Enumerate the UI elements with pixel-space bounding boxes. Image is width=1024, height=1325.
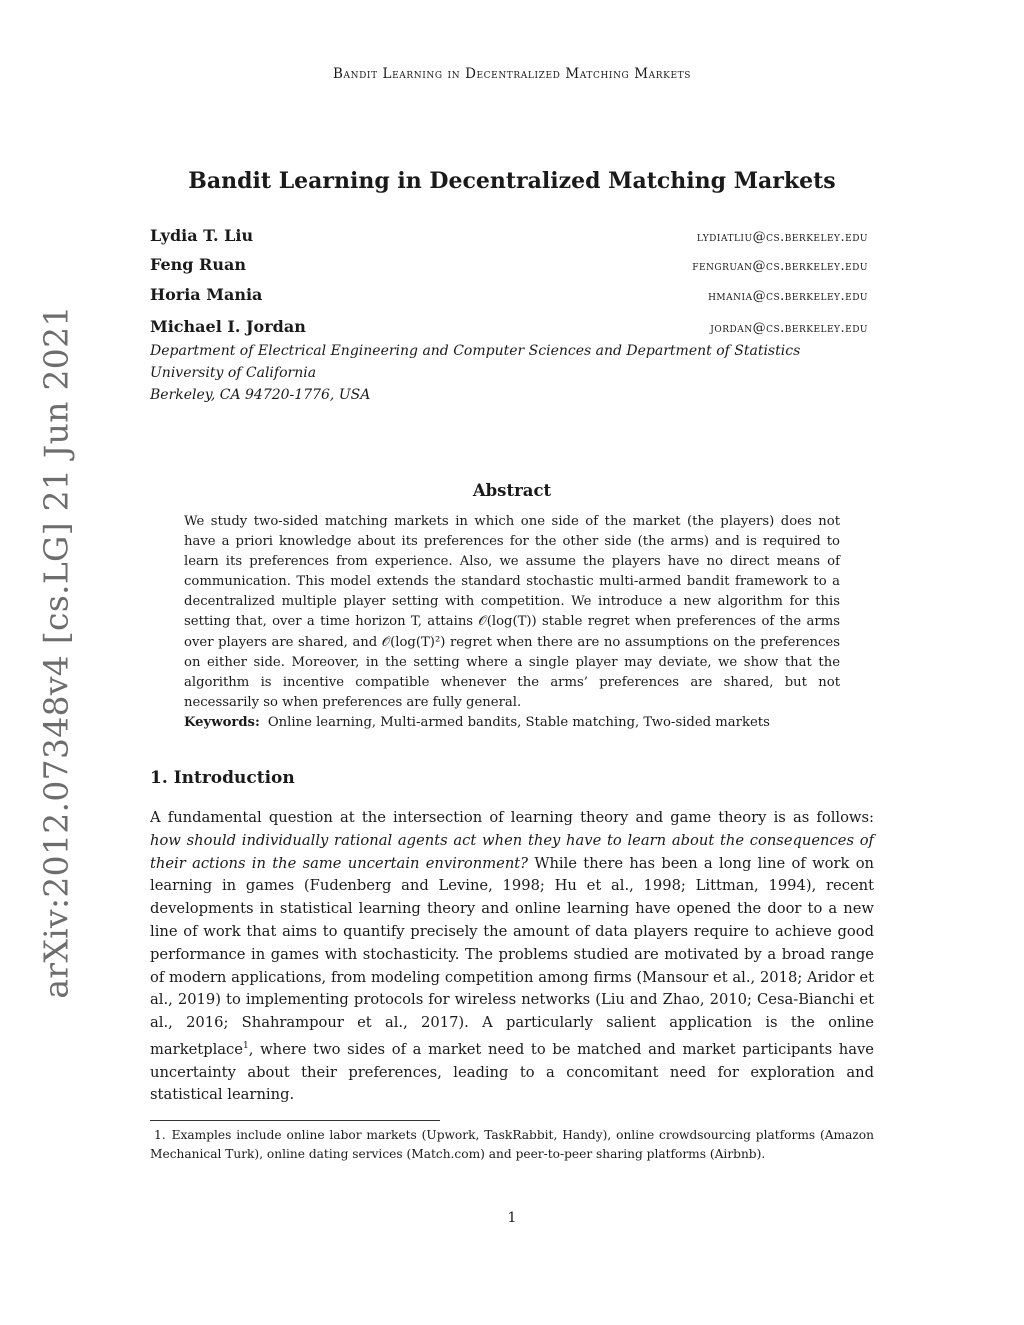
introduction-paragraph xyxy=(150,807,874,1107)
paper-title: Bandit Learning in Decentralized Matching Markets xyxy=(188,168,836,194)
affiliation-line: Berkeley, CA 94720-1776, USA xyxy=(150,387,371,403)
arxiv-stamp: arXiv:2012.07348v4 [cs.LG] 21 Jun 2021 xyxy=(36,305,76,999)
intro-text-italic: how should individually rational agents act when they have to learn about the consequences of their actions in the same uncertain environment? xyxy=(150,831,874,872)
keywords xyxy=(184,715,840,730)
author-email[interactable]: lydiatliu@cs.berkeley.edu xyxy=(696,230,868,245)
author-name: Lydia T. Liu xyxy=(150,226,254,245)
footnote-ref[interactable]: 1 xyxy=(242,1040,249,1051)
author-email[interactable]: hmania@cs.berkeley.edu xyxy=(708,289,868,304)
author-row xyxy=(150,285,868,304)
affiliation-line: University of California xyxy=(150,365,317,381)
running-head: Bandit Learning in Decentralized Matching Markets xyxy=(333,66,691,82)
footnote-rule xyxy=(150,1120,440,1121)
intro-text-middle: While there has been a long line of work on learning in games (Fudenberg and Levine, 1998; Hu et al., 1998; Littman, 1994), recent developments in statistical learning theory and online learning have opened the door to a new line of work that aims to quantify precisely the amount of data players require to achieve good performance in games with stochasticity. The problems studied are motivated by a broad range of modern applications, from modeling competition among firms (Mansour et al., 2018; Aridor et al., 2019) to implementing protocols for wireless networks (Liu and Zhao, 2010; Cesa-Bianchi et al., 2016; Shahrampour et al., 2017). A particularly salient application is the online marketplace xyxy=(150,854,874,1058)
affiliation-line: Department of Electrical Engineering and Computer Sciences and Department of Statistics xyxy=(150,343,801,359)
author-name: Horia Mania xyxy=(150,285,263,304)
abstract-text: We study two-sided matching markets in which one side of the market (the players) does not have a priori knowledge about its preferences for the other side (the arms) and is required to learn its preferences from experience. Also, we assume the players have no direct means of communication. This model extends the standard stochastic multi-armed bandit framework to a decentralized multiple player setting with competition. We introduce a new algorithm for this setting that, over a time horizon T, attains 𝒪(log(T)) stable regret when preferences of the arms over players are shared, and 𝒪(log(T)²) regret when there are no assumptions on the preferences on either side. Moreover, in the setting where a single player may deviate, we show that the algorithm is incentive compatible whenever the arms’ preferences are shared, but not necessarily so when preferences are fully general. xyxy=(184,514,840,710)
footnote-mark: 1. xyxy=(154,1128,166,1142)
keywords-label: Keywords: xyxy=(184,715,260,730)
intro-text-start: A fundamental question at the intersection of learning theory and game theory is as follows: xyxy=(150,809,874,826)
intro-text-end: , where two sides of a market need to be matched and market participants have uncertainty about their preferences, leading to a concomitant need for exploration and statistical learning. xyxy=(150,1040,874,1104)
section-heading: 1. Introduction xyxy=(150,768,295,788)
page-number: 1 xyxy=(507,1210,517,1226)
author-email[interactable]: fengruan@cs.berkeley.edu xyxy=(692,259,868,274)
footnote-text: Examples include online labor markets (Upwork, TaskRabbit, Handy), online crowdsourcing platforms (Amazon Mechanical Turk), online dating services (Match.com) and peer-to-peer sharing platforms (Airbnb). xyxy=(150,1128,874,1161)
affiliation xyxy=(150,340,800,406)
author-name: Michael I. Jordan xyxy=(150,317,306,336)
author-row xyxy=(150,317,868,336)
author-row xyxy=(150,255,868,274)
author-email[interactable]: jordan@cs.berkeley.edu xyxy=(710,321,868,336)
footnote xyxy=(150,1126,874,1163)
abstract-heading: Abstract xyxy=(472,481,552,500)
author-name: Feng Ruan xyxy=(150,255,246,274)
author-row xyxy=(150,226,868,245)
keywords-list: Online learning, Multi-armed bandits, Stable matching, Two-sided markets xyxy=(267,715,770,730)
